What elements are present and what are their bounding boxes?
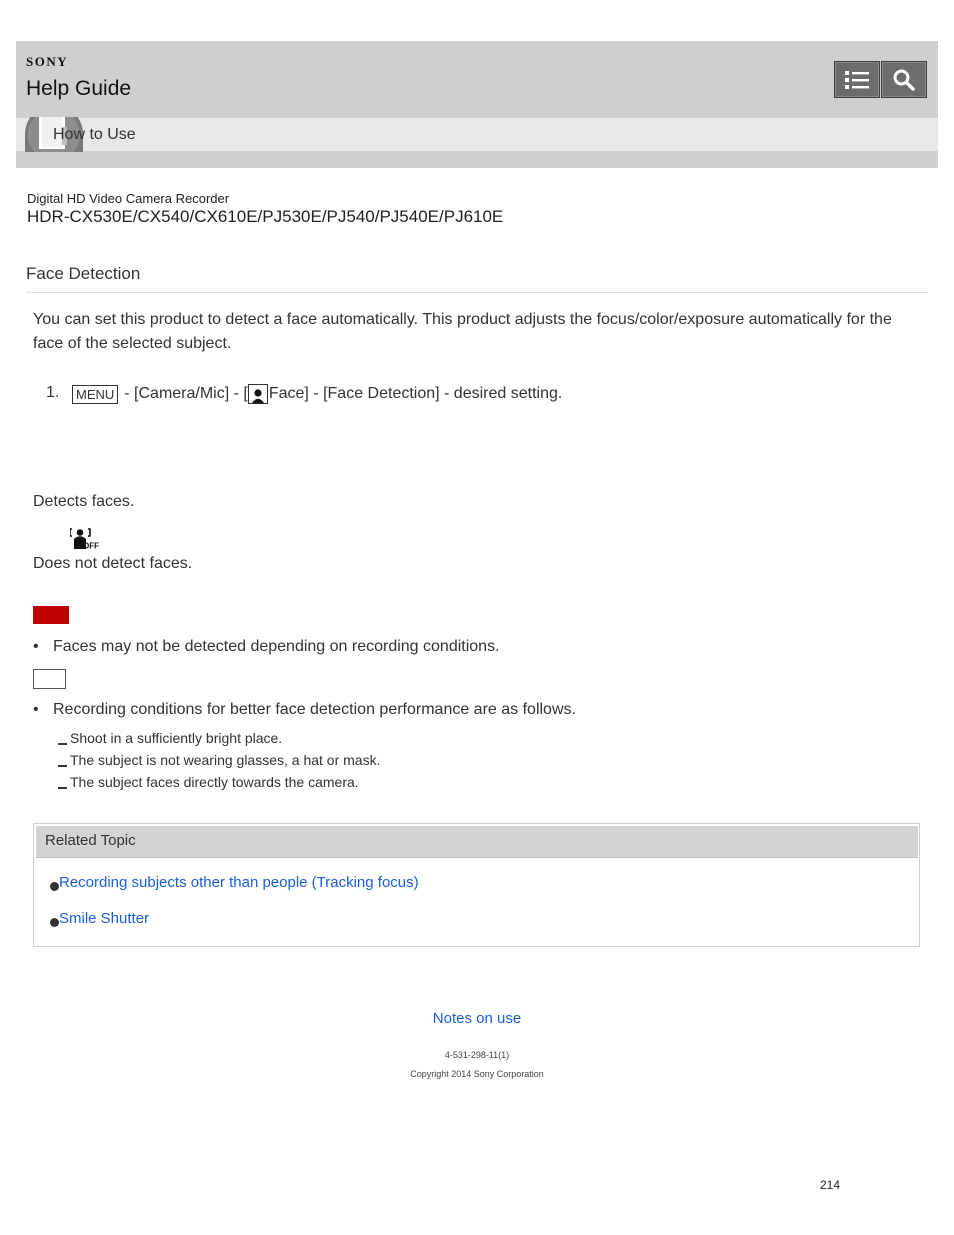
hint-subitem: Shoot in a sufficiently bright place. [58, 730, 282, 746]
hint-subitem: The subject is not wearing glasses, a hat or mask. [58, 752, 380, 768]
face-icon [248, 384, 268, 404]
product-kind: Digital HD Video Camera Recorder [27, 191, 230, 206]
step-instruction [72, 384, 562, 404]
related-link-tracking-focus[interactable]: Recording subjects other than people (Tracking focus) [50, 874, 419, 891]
related-topic-header [36, 826, 918, 858]
related-topic-title: Related Topic [45, 832, 136, 849]
intro-paragraph: You can set this product to detect a face automatically. This product adjusts the focus/color/exposure automatically for the face of the selected subject. [33, 311, 892, 352]
step-text-part1: - [Camera/Mic] - [ [124, 385, 248, 402]
search-button[interactable] [881, 61, 927, 98]
note-badge [33, 606, 69, 624]
bullet-icon [50, 918, 59, 927]
product-models: HDR-CX530E/CX540/CX610E/PJ530E/PJ540/PJ540E/PJ610E [27, 207, 504, 226]
table-of-contents-button[interactable] [834, 61, 880, 98]
hint-item [33, 701, 576, 719]
page-title: Face Detection [26, 264, 141, 283]
hint-text: Recording conditions for better face detection performance are as follows. [53, 701, 576, 718]
menu-icon: MENU [72, 385, 118, 404]
breadcrumb-how-to-use[interactable]: How to Use [53, 126, 136, 143]
notes-on-use-link[interactable]: Notes on use [432, 1010, 522, 1027]
step-text-part2: Face] - [Face Detection] - desired setting. [268, 385, 563, 402]
bullet-icon [50, 882, 59, 891]
search-icon [892, 68, 916, 92]
note-item [33, 638, 500, 656]
help-guide-title: Help Guide [26, 77, 132, 100]
face-detection-off-icon [70, 528, 100, 550]
document-code: 4-531-298-11(1) [444, 1050, 510, 1060]
svg-text:OFF: OFF [83, 541, 99, 550]
setting-off-description: Does not detect faces. [33, 555, 193, 572]
copyright: Copyright 2014 Sony Corporation [410, 1069, 544, 1079]
bullet: • [33, 638, 39, 655]
hint-badge [33, 669, 66, 689]
setting-on-description: Detects faces. [33, 493, 135, 510]
step-number: 1. [46, 384, 60, 401]
bullet: • [33, 701, 39, 718]
list-icon [844, 69, 870, 91]
related-link-smile-shutter[interactable]: Smile Shutter [50, 910, 149, 927]
divider [26, 292, 928, 293]
hint-subitem: The subject faces directly towards the camera. [58, 774, 359, 790]
breadcrumb-bar [16, 118, 938, 151]
note-text: Faces may not be detected depending on recording conditions. [53, 638, 500, 655]
sony-logo: SONY [26, 54, 69, 69]
page-number: 214 [820, 1178, 841, 1192]
